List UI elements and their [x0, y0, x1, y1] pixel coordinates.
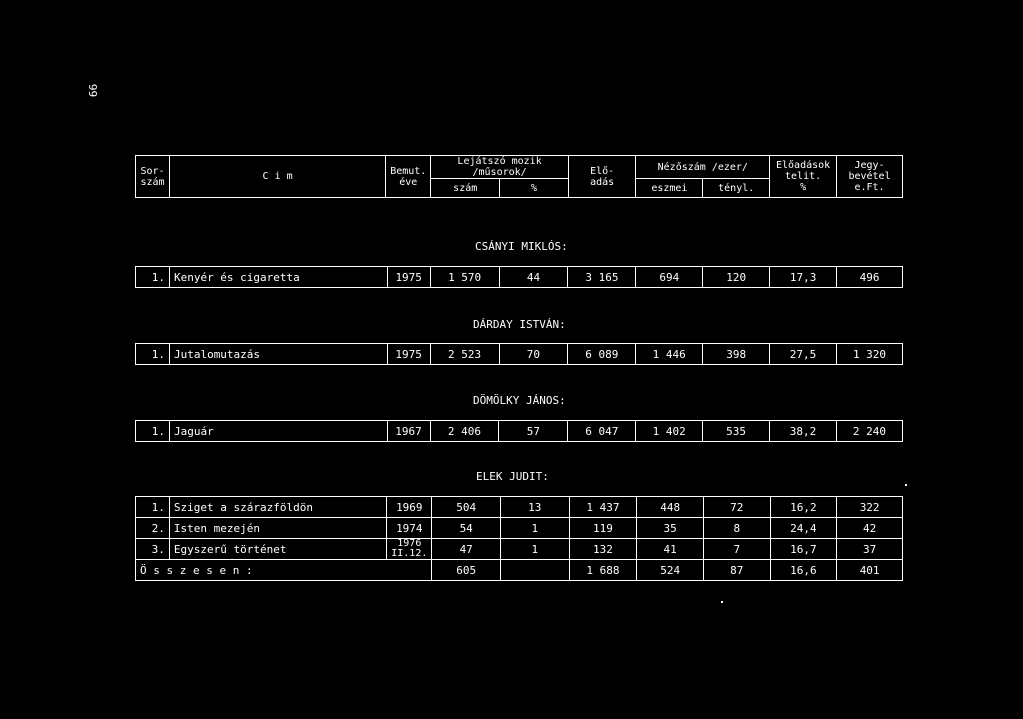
cinema-pct: 1: [501, 539, 570, 560]
occupancy-pct: 16,7: [770, 539, 837, 560]
film-title: Kenyér és cigaretta: [169, 267, 387, 288]
header-nezoszam: Nézőszám /ezer/: [636, 156, 770, 179]
speck: [905, 484, 907, 486]
viewers-actual: 398: [703, 344, 770, 365]
film-title: Isten mezején: [169, 518, 386, 539]
group-table: [135, 266, 903, 288]
speck: [721, 601, 723, 603]
occupancy-pct: 17,3: [770, 267, 837, 288]
film-title: Sziget a szárazföldön: [169, 497, 386, 518]
ticket-revenue: 1 320: [837, 344, 903, 365]
row-number: 1.: [136, 497, 170, 518]
header-lej-szam: szám: [431, 179, 500, 198]
ticket-revenue: 37: [837, 539, 903, 560]
occupancy-pct: 27,5: [770, 344, 837, 365]
cinema-count: 54: [432, 518, 501, 539]
cinema-count: 2 523: [430, 344, 499, 365]
total-occupancy-pct: 16,6: [770, 560, 837, 581]
row-number: 1.: [136, 344, 170, 365]
header-tenyl: tényl.: [703, 179, 770, 198]
total-screenings: 1 688: [569, 560, 637, 581]
total-label: Ö s s z e s e n :: [136, 560, 432, 581]
viewers-actual: 8: [703, 518, 770, 539]
total-ticket-revenue: 401: [837, 560, 903, 581]
page-number: 99: [86, 83, 100, 98]
cinema-pct: 44: [499, 267, 568, 288]
release-year: 1969: [387, 497, 432, 518]
viewers-actual: 120: [703, 267, 770, 288]
viewers-nominal: 694: [636, 267, 703, 288]
header-eloadas: Elő- adás: [568, 156, 636, 198]
table-row: [136, 539, 903, 560]
total-viewers-nominal: 524: [637, 560, 704, 581]
header-cim: C i m: [169, 156, 385, 198]
viewers-nominal: 448: [637, 497, 704, 518]
cinema-count: 2 406: [430, 421, 499, 442]
group-table: [135, 420, 903, 442]
row-number: 2.: [136, 518, 170, 539]
row-number: 1.: [136, 267, 170, 288]
group-heading: DÁRDAY ISTVÁN:: [473, 318, 566, 331]
table-row: [136, 267, 903, 288]
viewers-nominal: 1 446: [636, 344, 703, 365]
group-heading: CSÁNYI MIKLÓS:: [475, 240, 568, 253]
occupancy-pct: 38,2: [770, 421, 837, 442]
total-cinema-pct: [501, 560, 570, 581]
header-eszmei: eszmei: [636, 179, 703, 198]
header-eloadasok: Előadások telit. %: [770, 156, 837, 198]
total-viewers-actual: 87: [703, 560, 770, 581]
cinema-pct: 1: [501, 518, 570, 539]
screenings: 119: [569, 518, 637, 539]
film-title: Jaguár: [169, 421, 387, 442]
film-title: Jutalomutazás: [169, 344, 387, 365]
viewers-actual: 535: [703, 421, 770, 442]
screenings: 6 089: [568, 344, 636, 365]
header-lej-pct: %: [500, 179, 569, 198]
table-row: [136, 344, 903, 365]
screenings: 1 437: [569, 497, 637, 518]
viewers-nominal: 41: [637, 539, 704, 560]
viewers-actual: 72: [703, 497, 770, 518]
cinema-pct: 70: [499, 344, 568, 365]
release-year: 1975: [387, 267, 430, 288]
header-lejatszo: Lejátszó mozik /műsorok/: [431, 156, 569, 179]
screenings: 132: [569, 539, 637, 560]
table-row: [136, 497, 903, 518]
release-year: 1967: [387, 421, 430, 442]
ticket-revenue: 2 240: [836, 421, 902, 442]
screenings: 3 165: [568, 267, 636, 288]
header-sor: Sor- szám: [136, 156, 170, 198]
cinema-count: 504: [432, 497, 501, 518]
cinema-pct: 57: [499, 421, 568, 442]
release-year: 1974: [387, 518, 432, 539]
cinema-count: 1 570: [430, 267, 499, 288]
table-row: [136, 518, 903, 539]
viewers-nominal: 1 402: [636, 421, 703, 442]
occupancy-pct: 16,2: [770, 497, 837, 518]
header-bemut: Bemut. éve: [386, 156, 431, 198]
group-table: [135, 496, 903, 581]
film-title: Egyszerű történet: [169, 539, 386, 560]
screenings: 6 047: [568, 421, 636, 442]
group-heading: DÖMÖLKY JÁNOS:: [473, 394, 566, 407]
table-row: [136, 421, 903, 442]
header-jegy: Jegy- bevétel e.Ft.: [837, 156, 903, 198]
row-number: 3.: [136, 539, 170, 560]
total-cinema-count: 605: [432, 560, 501, 581]
group-table: [135, 343, 903, 365]
viewers-actual: 7: [703, 539, 770, 560]
release-year: 1976 II.12.: [387, 539, 432, 560]
total-row: [136, 560, 903, 581]
row-number: 1.: [136, 421, 170, 442]
occupancy-pct: 24,4: [770, 518, 837, 539]
group-heading: ELEK JUDIT:: [476, 470, 549, 483]
cinema-count: 47: [432, 539, 501, 560]
release-year: 1975: [387, 344, 430, 365]
cinema-pct: 13: [501, 497, 570, 518]
ticket-revenue: 42: [837, 518, 903, 539]
ticket-revenue: 322: [837, 497, 903, 518]
header-table: [135, 155, 903, 198]
viewers-nominal: 35: [637, 518, 704, 539]
ticket-revenue: 496: [837, 267, 903, 288]
